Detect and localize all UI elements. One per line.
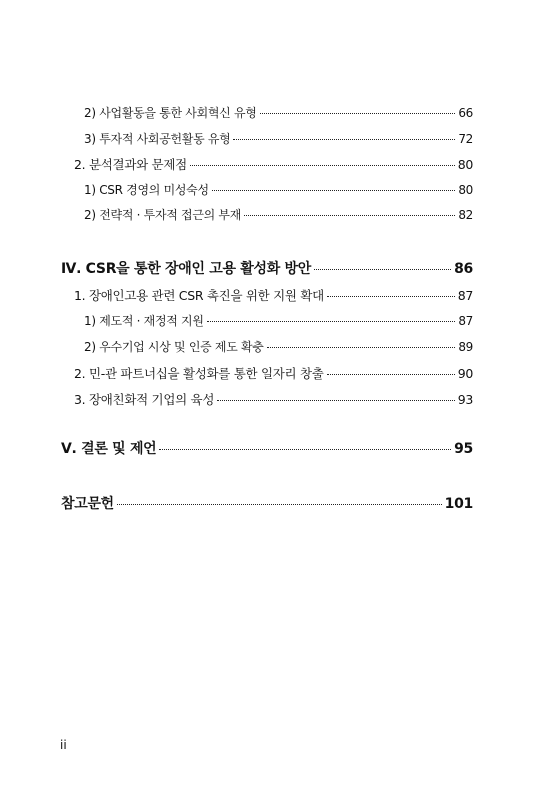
- dot-leader: [117, 504, 442, 505]
- toc-entry-3: [74, 155, 473, 173]
- toc-page-number: 90: [457, 366, 473, 381]
- toc-page-number: 80: [457, 157, 473, 172]
- toc-label: 1) CSR 경영의 미성숙성: [84, 183, 209, 197]
- toc-label: 3. 장애친화적 기업의 육성: [74, 392, 215, 407]
- toc-label: 2) 사업활동을 통한 사회혁신 유형: [84, 106, 257, 120]
- dot-leader: [190, 165, 455, 166]
- toc-label: Ⅴ. 결론 및 제언: [61, 441, 157, 457]
- toc-label: 1. 장애인고용 관련 CSR 촉진을 위한 지원 확대: [74, 288, 324, 303]
- dot-leader: [212, 190, 456, 191]
- dot-leader: [159, 449, 451, 450]
- toc-page-number: 86: [454, 261, 473, 277]
- dot-leader: [327, 296, 455, 297]
- toc-page-number: 101: [444, 496, 473, 512]
- toc-label: 2) 전략적 · 투자적 접근의 부재: [84, 208, 242, 222]
- toc-label: 2. 분석결과와 문제점: [74, 157, 187, 172]
- toc-page-number: 87: [457, 288, 473, 303]
- toc-entry-2: [84, 130, 473, 147]
- toc-entry-5: [84, 206, 473, 223]
- toc-label: 3) 투자적 사회공헌활동 유형: [84, 132, 231, 146]
- dot-leader: [244, 215, 455, 216]
- toc-entry-12: [61, 438, 473, 458]
- toc-entry-6: [61, 258, 473, 278]
- toc-page-number: 93: [457, 392, 473, 407]
- toc-entry-7: [74, 286, 473, 304]
- toc-page-number: 87: [458, 314, 473, 328]
- toc-label: Ⅳ. CSR을 통한 장애인 고용 활성화 방안: [61, 261, 311, 277]
- dot-leader: [314, 269, 451, 270]
- dot-leader: [233, 139, 455, 140]
- dot-leader: [327, 374, 455, 375]
- toc-entry-4: [84, 181, 473, 198]
- dot-leader: [217, 400, 455, 401]
- toc-page-number: 80: [458, 183, 473, 197]
- toc-entry-13: [61, 493, 473, 513]
- toc-page-number: 72: [458, 132, 473, 146]
- toc-entry-11: [74, 390, 473, 408]
- toc-page-number: 66: [458, 106, 473, 120]
- toc-entry-9: [84, 338, 473, 355]
- toc-entry-10: [74, 364, 473, 382]
- dot-leader: [267, 347, 456, 348]
- page-folio: ii: [60, 738, 67, 752]
- toc-label: 참고문헌: [61, 496, 114, 512]
- toc-label: 2) 우수기업 시상 및 인증 제도 확충: [84, 340, 264, 354]
- toc-entry-1: [84, 104, 473, 121]
- toc-label: 1) 제도적 · 재정적 지원: [84, 314, 204, 328]
- toc-label: 2. 민-관 파트너십을 활성화를 통한 일자리 창출: [74, 366, 324, 381]
- toc-page-number: 82: [458, 208, 473, 222]
- toc-page-number: 89: [458, 340, 473, 354]
- dot-leader: [260, 113, 456, 114]
- dot-leader: [207, 321, 456, 322]
- toc-page-number: 95: [454, 441, 473, 457]
- toc-entry-8: [84, 312, 473, 329]
